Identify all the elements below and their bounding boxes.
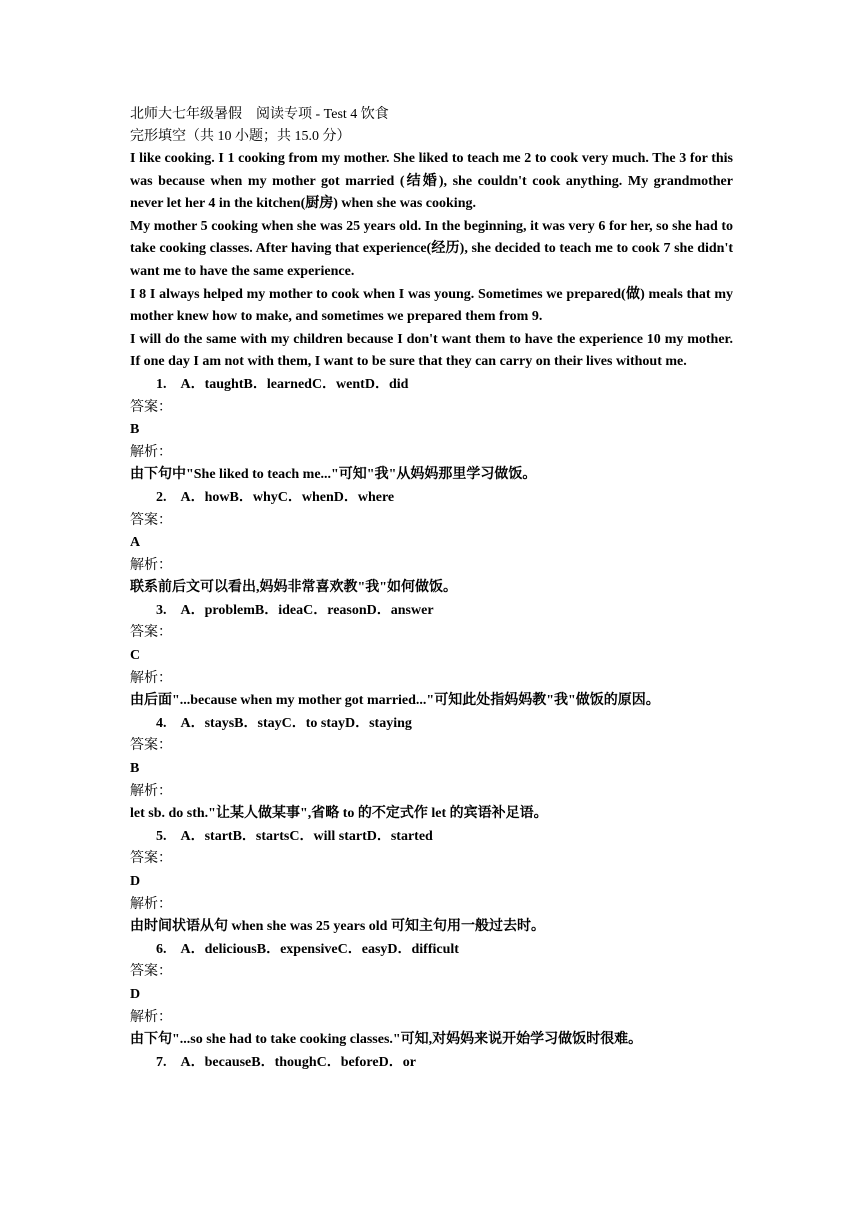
answer-value: B — [130, 422, 140, 438]
analysis-label: 解析： — [130, 896, 172, 912]
answer-value: B — [130, 761, 140, 777]
answer-label: 答案： — [130, 738, 172, 754]
passage-paragraph: My mother 5 cooking when she was 25 years old. In the beginning, it was very 6 for her, so she had to take cooking classes. After having that experience(经历), she decided to teach me to cook 7 she didn't want me to have the same experience. — [130, 218, 733, 279]
answer-label: 答案： — [130, 625, 172, 641]
question-block — [130, 374, 733, 487]
answer-value: D — [130, 986, 141, 1002]
question-options: 7. A．becauseB．thoughC．beforeD．or — [156, 1054, 416, 1070]
worksheet — [130, 104, 733, 1074]
analysis-label: 解析： — [130, 670, 172, 686]
answer-label: 答案： — [130, 399, 172, 415]
question-options: 4. A．staysB．stayC．to stayD．staying — [156, 715, 412, 731]
answer-value: A — [130, 535, 141, 551]
analysis-label: 解析： — [130, 557, 172, 573]
analysis-label: 解析： — [130, 783, 172, 799]
question-block — [130, 600, 733, 713]
passage-paragraph: I like cooking. I 1 cooking from my mother. She liked to teach me 2 to cook very much. The 3 for this was because when my mother got married (结婚), she couldn't cook anything. My grandmother never let her 4 in the kitchen(厨房) when she was cooking. — [130, 151, 733, 212]
page-title: 北师大七年级暑假 阅读专项 - Test 4 饮食 — [130, 107, 389, 122]
answer-label: 答案： — [130, 851, 172, 867]
question-options: 5. A．startB．startsC．will startD．started — [156, 828, 433, 844]
passage-paragraph: I 8 I always helped my mother to cook when I was young. Sometimes we prepared(做) meals that my mother knew how to make, and sometimes we prepared them from 9. — [130, 286, 733, 325]
analysis-text: 由后面"...because when my mother got married..."可知此处指妈妈教"我"做饭的原因。 — [130, 693, 660, 709]
answer-label: 答案： — [130, 964, 172, 980]
question-block — [130, 826, 733, 939]
question-block — [130, 487, 733, 600]
question-options: 1. A．taughtB．learnedC．wentD．did — [156, 376, 409, 392]
answer-label: 答案： — [130, 512, 172, 528]
section-heading: 完形填空（共 10 小题；共 15.0 分） — [130, 129, 351, 144]
analysis-text: 由下句中"She liked to teach me..."可知"我"从妈妈那里学习做饭。 — [130, 467, 537, 483]
analysis-label: 解析： — [130, 444, 172, 460]
question-options: 3. A．problemB．ideaC．reasonD．answer — [156, 602, 434, 618]
answer-value: D — [130, 874, 141, 889]
question-options: 2. A．howB．whyC．whenD．where — [156, 489, 395, 505]
analysis-text: 由时间状语从句 when she was 25 years old 可知主句用一般过去时。 — [130, 919, 545, 935]
question-block — [130, 713, 733, 826]
analysis-text: 由下句"...so she had to take cooking classes."可知,对妈妈来说开始学习做饭时很难。 — [130, 1032, 643, 1048]
analysis-text: 联系前后文可以看出,妈妈非常喜欢教"我"如何做饭。 — [130, 580, 458, 596]
passage-paragraph: I will do the same with my children because I don't want them to have the experience 10 my mother. If one day I am not with them, I want to be sure that they can carry on their lives without me. — [130, 331, 733, 370]
question-block — [130, 1052, 733, 1075]
analysis-text: let sb. do sth."让某人做某事",省略 to 的不定式作 let 的宾语补足语。 — [130, 806, 548, 822]
question-block — [130, 939, 733, 1052]
cloze-passage — [130, 148, 733, 374]
analysis-label: 解析： — [130, 1009, 172, 1025]
question-options: 6. A．deliciousB．expensiveC．easyD．difficult — [156, 941, 459, 957]
answer-value: C — [130, 648, 141, 664]
